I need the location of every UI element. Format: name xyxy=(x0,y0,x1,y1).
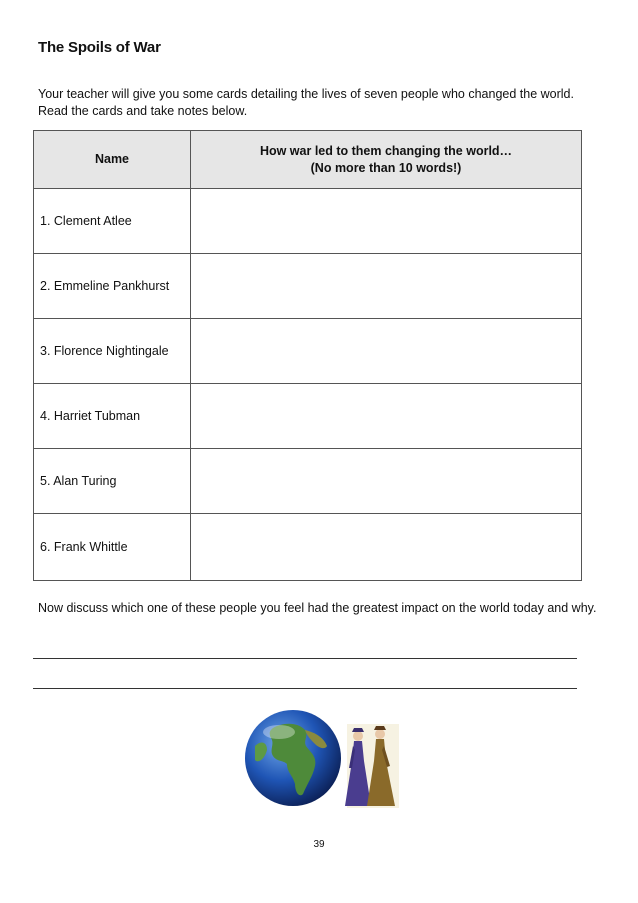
page-title: The Spoils of War xyxy=(38,39,161,56)
notes-cell[interactable] xyxy=(191,449,582,514)
notes-cell[interactable] xyxy=(191,319,582,384)
person-name: 1. Clement Atlee xyxy=(34,189,191,254)
header-notes xyxy=(191,131,582,189)
globe-icon xyxy=(245,710,341,806)
discussion-prompt: Now discuss which one of these people you feel had the greatest impact on the world today and why. xyxy=(38,601,597,615)
page-number: 39 xyxy=(313,839,325,850)
answer-line-2[interactable] xyxy=(33,688,577,689)
table-row xyxy=(34,254,582,319)
notes-cell[interactable] xyxy=(191,384,582,449)
victorian-women-icon xyxy=(345,724,399,808)
table-row xyxy=(34,319,582,384)
person-name: 2. Emmeline Pankhurst xyxy=(34,254,191,319)
notes-cell[interactable] xyxy=(191,254,582,319)
person-name: 4. Harriet Tubman xyxy=(34,384,191,449)
person-name: 6. Frank Whittle xyxy=(34,514,191,581)
table-header-row xyxy=(34,131,582,189)
header-notes-line2: (No more than 10 words!) xyxy=(310,160,462,175)
header-notes-line1: How war led to them changing the world… xyxy=(259,143,513,158)
table-row xyxy=(34,189,582,254)
person-name: 5. Alan Turing xyxy=(34,449,191,514)
notes-table xyxy=(33,130,582,581)
intro-text: Your teacher will give you some cards detailing the lives of seven people who changed the world. Read the cards and take notes below. xyxy=(38,87,574,118)
answer-line-1[interactable] xyxy=(33,658,577,659)
table-row xyxy=(34,449,582,514)
notes-cell[interactable] xyxy=(191,514,582,581)
person-name: 3. Florence Nightingale xyxy=(34,319,191,384)
illustration xyxy=(243,706,403,810)
header-name: Name xyxy=(34,131,191,189)
notes-cell[interactable] xyxy=(191,189,582,254)
table-row xyxy=(34,514,582,581)
table-row xyxy=(34,384,582,449)
